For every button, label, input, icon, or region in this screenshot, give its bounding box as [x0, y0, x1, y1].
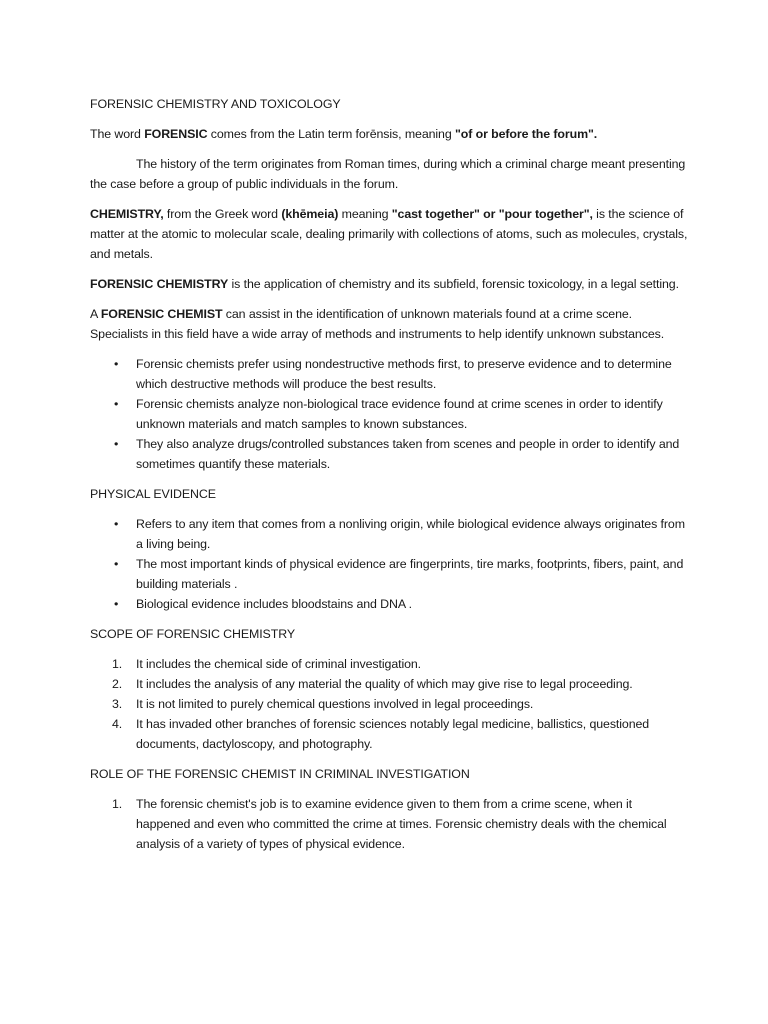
paragraph-forensic-chemist: A FORENSIC CHEMIST can assist in the identification of unknown materials found at a crime scene. Specialists in this field have a wide array of methods and instruments to help identify unknown substances. — [90, 307, 665, 341]
list-item: • The most important kinds of physical evidence are fingerprints, tire marks, footprints, fibers, paint, and building materials . — [136, 554, 688, 594]
list-item: • Refers to any item that comes from a nonliving origin, while biological evidence always originates from a living being. — [136, 514, 688, 554]
bullet-icon: • — [114, 597, 119, 611]
list-item: 1. It includes the chemical side of criminal investigation. — [112, 657, 422, 671]
physical-evidence-list — [90, 514, 688, 614]
chemist-bullet-list — [90, 354, 688, 474]
list-item: • Forensic chemists analyze non-biological trace evidence found at crime scenes in order to identify unknown materials and match samples to known substances. — [136, 394, 688, 434]
role-heading: ROLE OF THE FORENSIC CHEMIST IN CRIMINAL INVESTIGATION — [90, 767, 470, 781]
list-item: 4. It has invaded other branches of forensic sciences notably legal medicine, ballistics, questioned documents, dactyloscopy, and photography. — [112, 717, 650, 751]
list-item: 2. It includes the analysis of any material the quality of which may give rise to legal proceeding. — [112, 677, 633, 691]
list-item: • Forensic chemists prefer using nondestructive methods first, to preserve evidence and to determine which destructive methods will produce the best results. — [136, 354, 688, 394]
scope-heading: SCOPE OF FORENSIC CHEMISTRY — [90, 627, 295, 641]
bullet-icon: • — [114, 357, 119, 371]
paragraph-forensic-definition: The word FORENSIC comes from the Latin term forēnsis, meaning "of or before the forum". — [90, 127, 598, 141]
scope-numbered-list — [90, 654, 688, 754]
paragraph-chemistry-definition: CHEMISTRY, from the Greek word (khēmeia) meaning "cast together" or "pour together", is the science of matter at the atomic to molecular scale, dealing primarily with collections of atoms, such as molecules, crystals, and metals. — [90, 207, 688, 261]
role-numbered-list — [90, 794, 688, 854]
list-item: 1. The forensic chemist's job is to examine evidence given to them from a crime scene, when it happened and even who committed the crime at times. Forensic chemistry deals with the chemical analysis of a variety of types of physical evidence. — [112, 797, 667, 851]
bullet-icon: • — [114, 437, 119, 451]
list-item: 3. It is not limited to purely chemical questions involved in legal proceedings. — [112, 697, 534, 711]
list-item: • They also analyze drugs/controlled substances taken from scenes and people in order to identify and sometimes quantify these materials. — [136, 434, 688, 474]
bullet-icon: • — [114, 397, 119, 411]
paragraph-term-history: The history of the term originates from Roman times, during which a criminal charge meant presenting the case before a group of public individuals in the forum. — [90, 157, 686, 191]
physical-evidence-heading: PHYSICAL EVIDENCE — [90, 487, 216, 501]
list-item: • Biological evidence includes bloodstains and DNA . — [136, 594, 688, 614]
bullet-icon: • — [114, 517, 119, 531]
document-title: FORENSIC CHEMISTRY AND TOXICOLOGY — [90, 97, 341, 111]
bullet-icon: • — [114, 557, 119, 571]
paragraph-forensic-chemistry-definition: FORENSIC CHEMISTRY is the application of chemistry and its subfield, forensic toxicology, in a legal setting. — [90, 277, 679, 291]
